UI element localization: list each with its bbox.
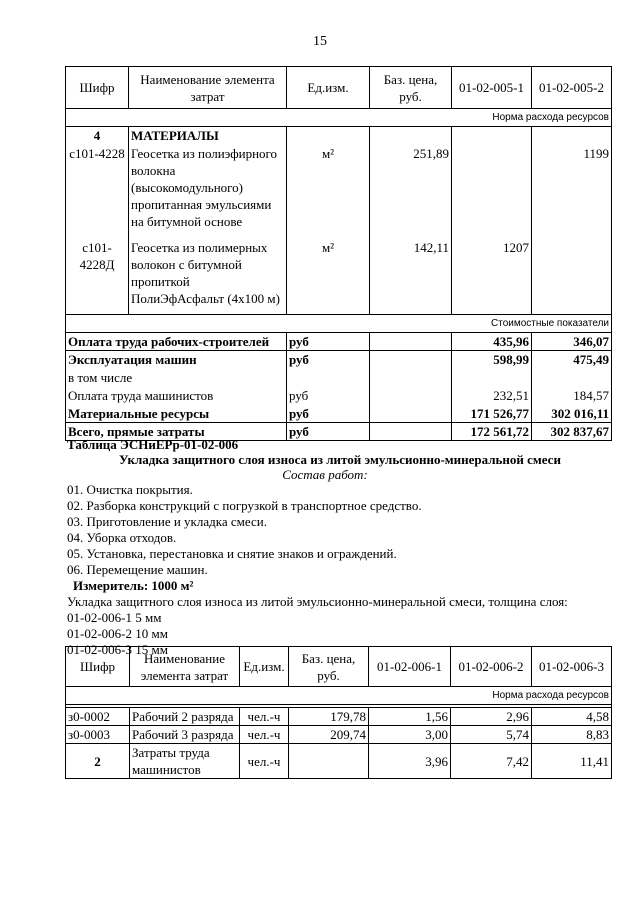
col-norm2-header: 01-02-005-2 [532,67,612,109]
item-norm2 [532,239,612,315]
work-item: 01. Очистка покрытия. [67,482,193,497]
row-v1: 3,96 [369,744,451,779]
norma-label: Норма расхода ресурсов [66,687,612,705]
cost-row-name: Оплата труда машинистов [66,387,287,405]
row-unit: чел.-ч [240,708,289,726]
col-norm2-header: 01-02-006-2 [451,647,532,687]
col-norm3-header: 01-02-006-3 [532,647,612,687]
row-v2: 7,42 [451,744,532,779]
col-unit-header: Ед.изм. [240,647,289,687]
cost-row-unit: руб [287,333,370,351]
cost-row-v1: 171 526,77 [452,405,532,423]
row-unit: чел.-ч [240,744,289,779]
row-v1: 3,00 [369,726,451,744]
cost-row-v2: 184,57 [532,387,612,405]
section-number: 4 [66,127,129,145]
item-price: 142,11 [370,239,452,315]
cost-label: Стоимостные показатели [66,315,612,333]
cost-row-name: в том числе [66,369,287,387]
item-unit: м² [287,145,370,239]
table2-id: Таблица ЭСНиЕРр-01-02-006 [67,437,239,452]
row-code: з0-0003 [66,726,130,744]
works-list [67,482,568,658]
cost-row-v1: 598,99 [452,351,532,369]
col-code-header: Шифр [66,647,130,687]
item-norm1: 1207 [452,239,532,315]
row-price: 209,74 [289,726,369,744]
work-item: 04. Уборка отходов. [67,530,177,545]
row-v2: 2,96 [451,708,532,726]
row-v2: 5,74 [451,726,532,744]
row-name: Рабочий 3 разряда [130,726,240,744]
cost-row-v1: 172 561,72 [452,423,532,441]
cost-row-v2: 475,49 [532,351,612,369]
norma-label: Норма расхода ресурсов [66,109,612,127]
cost-row-v1: 232,51 [452,387,532,405]
table2-title: Укладка защитного слоя износа из литой эмульсионно-минеральной смеси [119,452,561,467]
row-v3: 11,41 [532,744,612,779]
cost-row-name: Эксплуатация машин [66,351,287,369]
cost-row-name: Оплата труда рабочих-строителей [66,333,287,351]
col-norm1-header: 01-02-005-1 [452,67,532,109]
col-unit-header: Ед.изм. [287,67,370,109]
cost-row-unit: руб [287,387,370,405]
work-item: 03. Приготовление и укладка смеси. [67,514,267,529]
work-item: 02. Разборка конструкций с погрузкой в транспортное средство. [67,498,422,513]
item-name: Геосетка из полимерных волокон с битумной пропиткой ПолиЭфАсфальт (4х100 м) [129,239,287,315]
row-code: з0-0002 [66,708,130,726]
cost-row-name: Материальные ресурсы [66,405,287,423]
cost-row-unit: руб [287,351,370,369]
measure-unit: Измеритель: 1000 м² [73,578,194,593]
cost-row-v2: 302 837,67 [532,423,612,441]
cost-row-v2: 302 016,11 [532,405,612,423]
col-norm1-header: 01-02-006-1 [369,647,451,687]
variant: 01-02-006-3 15 мм [67,642,168,657]
resource-table-2 [65,646,612,779]
section-title: МАТЕРИАЛЫ [129,127,287,145]
row-price: 179,78 [289,708,369,726]
description: Укладка защитного слоя износа из литой эмульсионно-минеральной смеси, толщина слоя: [67,594,568,609]
row-v3: 4,58 [532,708,612,726]
page-number: 15 [313,34,327,49]
variant: 01-02-006-1 5 мм [67,610,162,625]
col-name-header: Наименование элемента затрат [130,647,240,687]
item-norm2: 1199 [532,145,612,239]
cost-row-name: Всего, прямые затраты [66,423,287,441]
cost-row-unit: руб [287,405,370,423]
resource-table-1 [65,66,612,441]
works-label: Состав работ: [282,467,368,482]
item-norm1 [452,145,532,239]
row-unit: чел.-ч [240,726,289,744]
item-price: 251,89 [370,145,452,239]
cost-row-v2: 346,07 [532,333,612,351]
work-item: 06. Перемещение машин. [67,562,208,577]
col-code-header: Шифр [66,67,129,109]
variant: 01-02-006-2 10 мм [67,626,168,641]
item-name: Геосетка из полиэфирного волокна (высокомодульного) пропитанная эмульсиями на битумной основе [129,145,287,239]
cost-row-unit: руб [287,423,370,441]
col-name-header: Наименование элемента затрат [129,67,287,109]
col-price-header: Баз. цена, руб. [289,647,369,687]
cost-row-v1: 435,96 [452,333,532,351]
row-name: Рабочий 2 разряда [130,708,240,726]
row-name: Затраты труда машинистов [130,744,240,779]
item-unit: м² [287,239,370,315]
work-item: 05. Установка, перестановка и снятие знаков и ограждений. [67,546,397,561]
item-code: с101-4228 [66,145,129,239]
col-price-header: Баз. цена, руб. [370,67,452,109]
row-price [289,744,369,779]
row-v3: 8,83 [532,726,612,744]
row-code: 2 [66,744,130,779]
item-code: с101-4228Д [66,239,129,315]
row-v1: 1,56 [369,708,451,726]
